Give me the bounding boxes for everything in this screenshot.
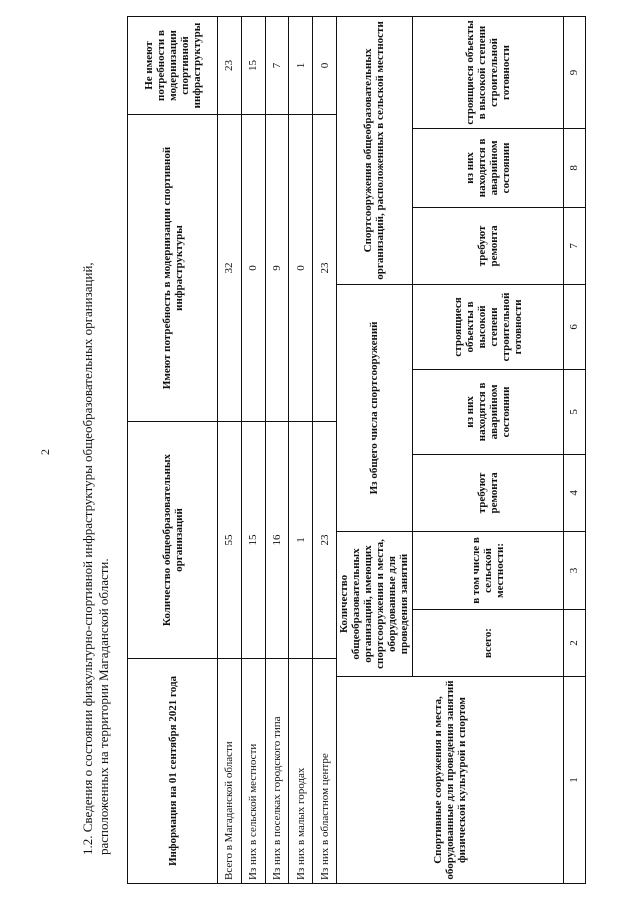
page-number: 2 — [38, 449, 52, 455]
row-label: Из них в сельской местности — [241, 659, 265, 884]
column-number: 1 — [563, 677, 585, 884]
subheader-construction: строящиеся объекты в высокой степени строительной готовности — [412, 284, 563, 369]
cell-need: 32 — [218, 115, 242, 422]
cell-count: 55 — [218, 422, 242, 659]
cell-need: 0 — [241, 115, 265, 422]
row-label: Из них в поселках городского типа — [265, 659, 289, 884]
table-row — [241, 17, 265, 884]
table-schools-summary — [127, 16, 337, 884]
table-row — [313, 17, 337, 884]
cell-count: 1 — [289, 422, 313, 659]
cell-noneed: 1 — [289, 17, 313, 115]
column-number: 9 — [563, 17, 585, 129]
column-number: 8 — [563, 128, 585, 207]
cell-noneed: 7 — [265, 17, 289, 115]
subheader-emergency: из них находятся в аварийном состоянии — [412, 369, 563, 454]
subheader-all: всего: — [412, 610, 563, 677]
rotated-tables — [127, 14, 587, 884]
header-schools-count: Количество общеобразовательных организаций — [128, 422, 218, 659]
cell-need: 23 — [313, 115, 337, 422]
cell-need: 0 — [289, 115, 313, 422]
subheader-repair: требуют ремонта — [412, 454, 563, 531]
subheader-repair-rural: требуют ремонта — [412, 207, 563, 284]
cell-count: 15 — [241, 422, 265, 659]
cell-noneed: 0 — [313, 17, 337, 115]
subheader-emergency-rural: из них находятся в аварийном состоянии — [412, 128, 563, 207]
row-label: Всего в Магаданской области — [218, 659, 242, 884]
table-header-row — [128, 17, 218, 884]
header-facilities: Спортивные сооружения и места, оборудованные для проведения занятий физической культурой и спортом — [337, 677, 564, 884]
column-number: 3 — [563, 531, 585, 609]
subheader-rural-incl: в том числе в сельской местности: — [412, 531, 563, 609]
header-need-modernization: Имеют потребность в модернизации спортивной инфраструктуры — [128, 115, 218, 422]
heading-line-1: 1.2. Сведения о состоянии физкультурно-спортивной инфраструктуры общеобразовательных организаций, — [80, 262, 95, 855]
header-rural-facilities: Спортсооружения общеобразовательных организаций, расположенных в сельской местности — [337, 17, 413, 285]
header-info-date: Информация на 01 сентября 2021 года — [128, 659, 218, 884]
table-sports-facilities — [336, 16, 586, 884]
column-number: 7 — [563, 207, 585, 284]
cell-noneed: 15 — [241, 17, 265, 115]
header-orgs-with-facilities: Количество общеобразовательных организаций, имеющих спортсооружения и места, оборудованные для проведения занятий — [337, 531, 413, 676]
row-label: Из них в малых городах — [289, 659, 313, 884]
table-header-row — [337, 17, 413, 884]
column-number: 5 — [563, 369, 585, 454]
table-row — [289, 17, 313, 884]
column-numbers-row — [563, 17, 585, 884]
column-number: 6 — [563, 284, 585, 369]
subheader-construction-rural: строящиеся объекты в высокой степени строительной готовности — [412, 17, 563, 129]
column-number: 2 — [563, 610, 585, 677]
header-no-need-modernization: Не имеют потребности в модернизации спортивной инфраструктуры — [128, 17, 218, 115]
table-row — [265, 17, 289, 884]
row-label: Из них в областном центре — [313, 659, 337, 884]
column-number: 4 — [563, 454, 585, 531]
cell-count: 16 — [265, 422, 289, 659]
section-heading — [80, 95, 112, 855]
cell-noneed: 23 — [218, 17, 242, 115]
cell-count: 23 — [313, 422, 337, 659]
cell-need: 9 — [265, 115, 289, 422]
heading-line-2: расположенных на территории Магаданской области. — [96, 558, 111, 855]
table-row — [218, 17, 242, 884]
header-of-total-facilities: Из общего числа спортсооружений — [337, 284, 413, 531]
